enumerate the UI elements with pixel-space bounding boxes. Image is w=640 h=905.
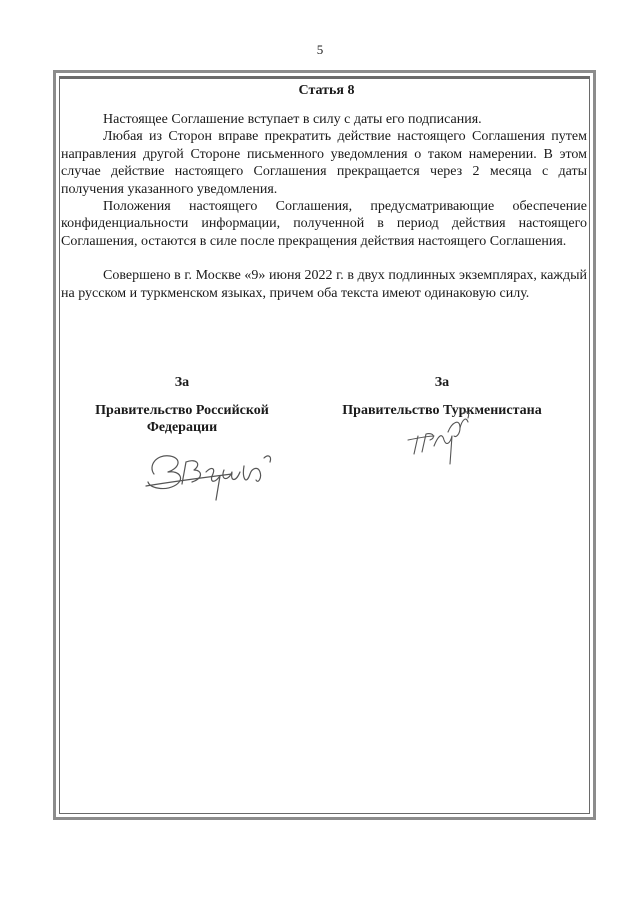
paragraph-entry-into-force: Настоящее Соглашение вступает в силу с даты его подписания. bbox=[103, 112, 482, 127]
for-label-russia: За bbox=[174, 375, 190, 390]
handwritten-signature-russia bbox=[140, 436, 280, 502]
paragraph-done-at: Совершено в г. Москве «9» июня 2022 г. в двух подлинных экземплярах, каждый на русском и туркменском языках, причем оба текста имеют одинаковую силу. bbox=[61, 268, 587, 301]
page-number: 5 bbox=[316, 42, 324, 57]
paragraph-termination: Любая из Сторон вправе прекратить действие настоящего Соглашения путем направления другой Стороне письменного уведомления о таком намерении. В этом случае действие настоящего Соглашения прекращается через 2 месяца с даты получения указанного уведомления. bbox=[61, 129, 587, 197]
handwritten-signature-turkmenistan bbox=[404, 406, 474, 466]
party-name-turkmenistan: Правительство Туркменистана bbox=[342, 403, 542, 418]
article-body bbox=[61, 111, 587, 302]
for-label-turkmenistan: За bbox=[434, 375, 450, 390]
article-title: Статья 8 bbox=[298, 83, 355, 98]
paragraph-confidentiality: Положения настоящего Соглашения, предусматривающие обеспечение конфиденциальности информации, полученной в период действия настоящего Соглашения, остаются в силе после прекращения действия настоящего Соглашения. bbox=[61, 199, 587, 249]
signature-block-russia bbox=[78, 374, 286, 436]
party-name-russia: Правительство Российской Федерации bbox=[95, 403, 269, 435]
